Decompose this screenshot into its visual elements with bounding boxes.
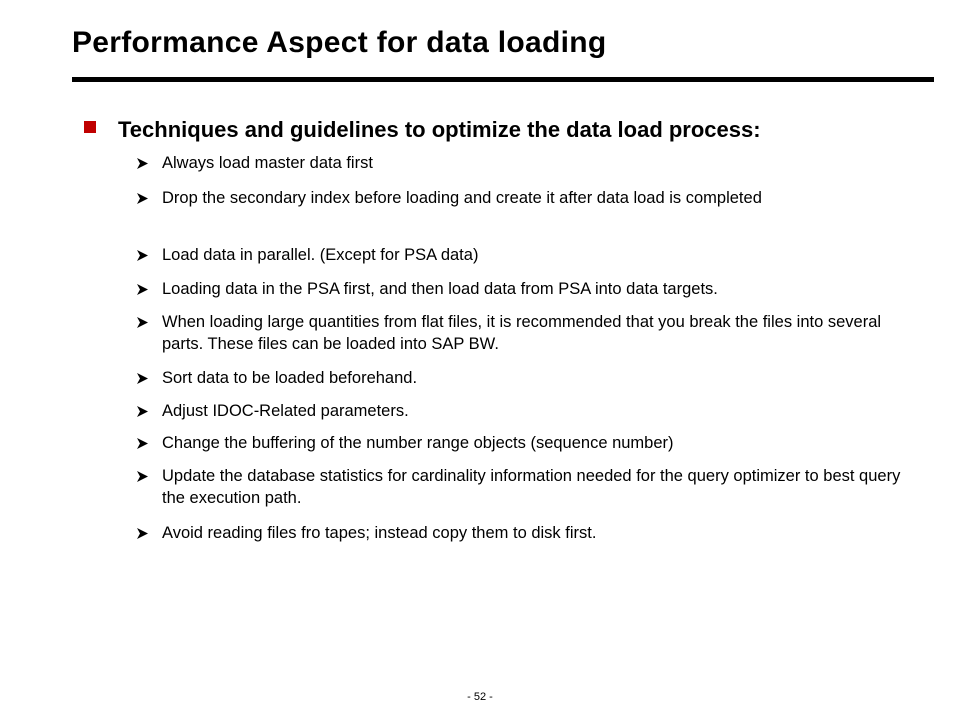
red-square-bullet-icon bbox=[84, 121, 96, 133]
list-item bbox=[136, 400, 906, 422]
list-item bbox=[136, 278, 906, 300]
arrowhead-bullet-icon bbox=[136, 283, 149, 296]
list-item bbox=[136, 244, 906, 266]
arrowhead-bullet-icon bbox=[136, 316, 149, 329]
arrowhead-bullet-icon bbox=[136, 470, 149, 483]
list-item-text: Adjust IDOC-Related parameters. bbox=[162, 402, 409, 420]
list-item-text: Drop the secondary index before loading and create it after data load is completed bbox=[162, 189, 762, 207]
list-item bbox=[136, 367, 906, 389]
list-item-text: Loading data in the PSA first, and then load data from PSA into data targets. bbox=[162, 280, 718, 298]
arrowhead-bullet-icon bbox=[136, 192, 149, 205]
list-item-text: Sort data to be loaded beforehand. bbox=[162, 369, 418, 387]
list-item-text: When loading large quantities from flat files, it is recommended that you break the files into several parts. These files can be loaded into SAP BW. bbox=[162, 313, 882, 353]
slide-title: Performance Aspect for data loading bbox=[72, 26, 607, 59]
arrowhead-bullet-icon bbox=[136, 249, 149, 262]
list-item-text: Load data in parallel. (Except for PSA data) bbox=[162, 246, 479, 264]
list-item-text: Change the buffering of the number range objects (sequence number) bbox=[162, 434, 674, 452]
list-item-text: Avoid reading files fro tapes; instead copy them to disk first. bbox=[162, 524, 597, 542]
arrowhead-bullet-icon bbox=[136, 372, 149, 385]
list-item bbox=[136, 522, 906, 544]
list-item bbox=[136, 187, 906, 209]
list-item bbox=[136, 311, 906, 355]
list-item-text: Always load master data first bbox=[162, 154, 373, 172]
list-item bbox=[136, 152, 906, 174]
arrowhead-bullet-icon bbox=[136, 405, 149, 418]
list-item-text: Update the database statistics for cardinality information needed for the query optimizer to best query the execution path. bbox=[162, 467, 901, 507]
page-number: - 52 - bbox=[467, 691, 493, 703]
main-bullet-text: Techniques and guidelines to optimize the data load process: bbox=[118, 117, 761, 142]
arrowhead-bullet-icon bbox=[136, 527, 149, 540]
list-item bbox=[136, 465, 906, 509]
arrowhead-bullet-icon bbox=[136, 157, 149, 170]
title-underline bbox=[72, 77, 934, 82]
list-item bbox=[136, 432, 906, 454]
arrowhead-bullet-icon bbox=[136, 437, 149, 450]
